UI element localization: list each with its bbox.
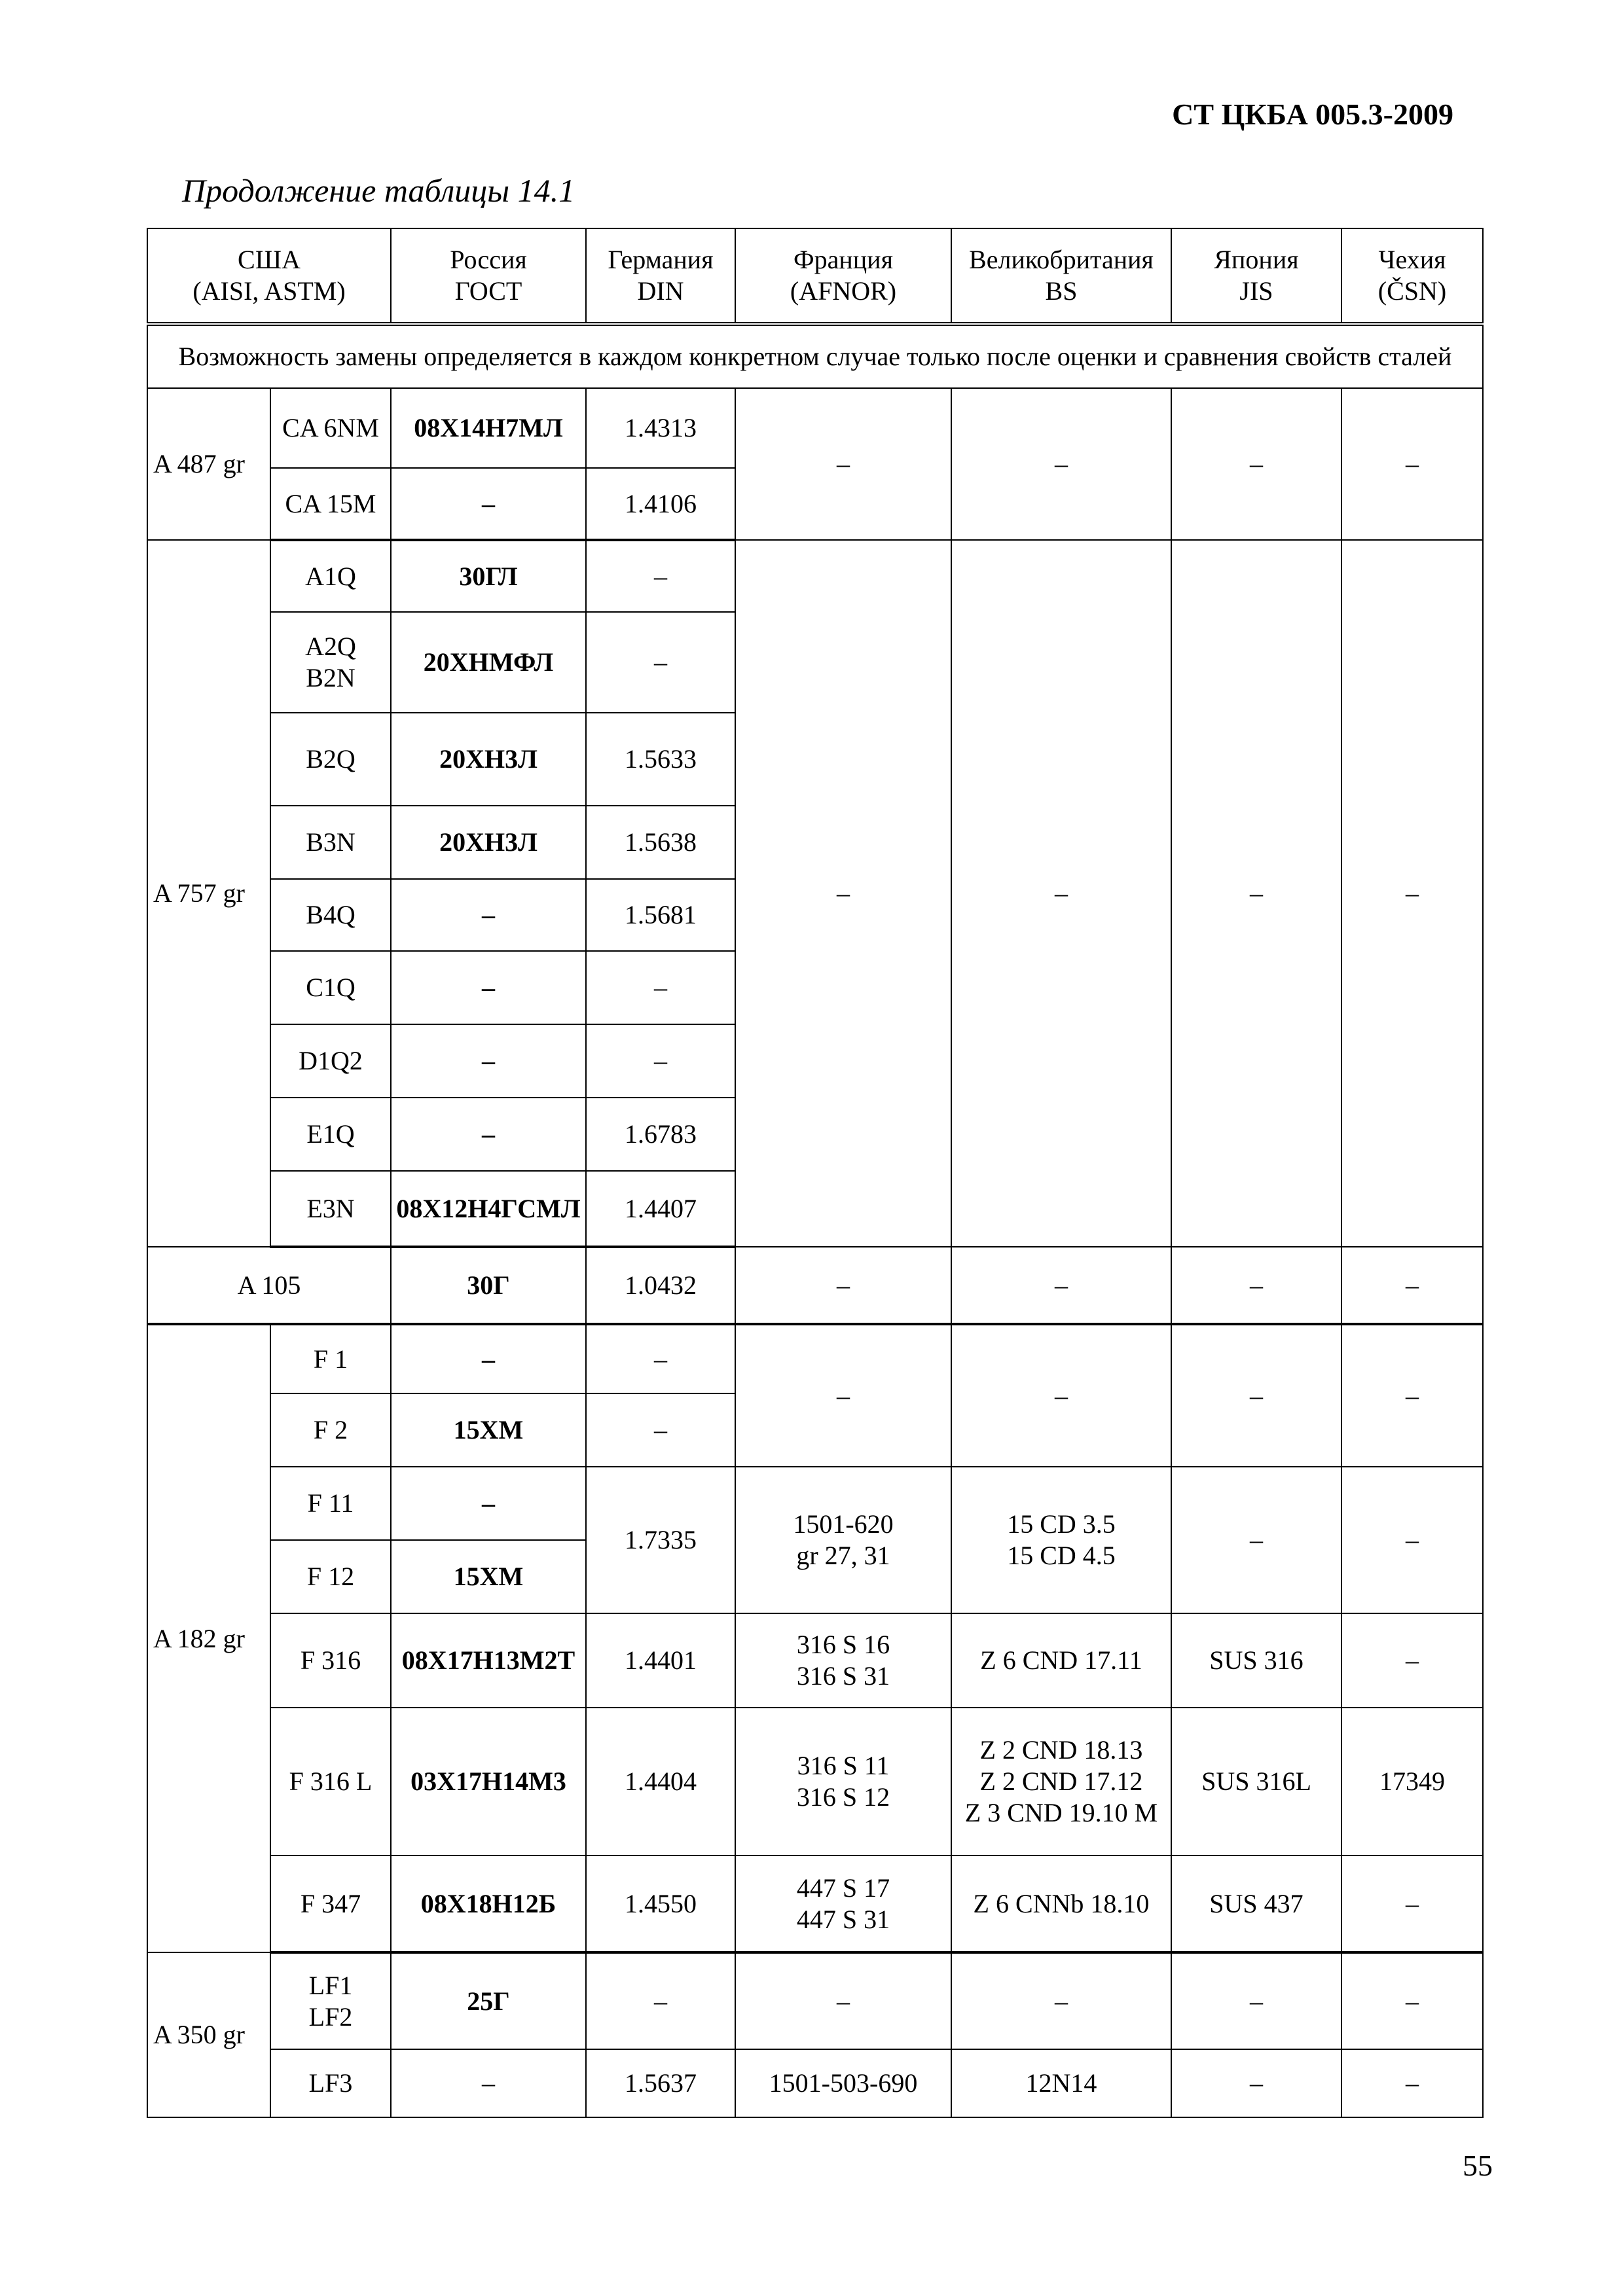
header-row bbox=[147, 228, 1483, 324]
note-text: Возможность замены определяется в каждом конкретном случае только после оценки и сравнения свойств сталей bbox=[147, 324, 1483, 388]
din-cell: – bbox=[586, 1952, 735, 2049]
bs-cell: 15 CD 3.5 15 CD 4.5 bbox=[951, 1467, 1171, 1613]
gost-cell: – bbox=[391, 1098, 586, 1171]
jis-cell: SUS 437 bbox=[1171, 1856, 1341, 1952]
din-cell: 1.5637 bbox=[586, 2049, 735, 2117]
gost-cell: 03Х17Н14М3 bbox=[391, 1708, 586, 1856]
din-cell: 1.4313 bbox=[586, 388, 735, 468]
usa-group-cell: A 487 gr bbox=[147, 388, 270, 540]
table-row bbox=[147, 1467, 1483, 1540]
afnor-cell: – bbox=[735, 540, 951, 1247]
jis-cell: – bbox=[1171, 388, 1341, 540]
jis-cell: – bbox=[1171, 1467, 1341, 1613]
gost-cell: 30ГЛ bbox=[391, 540, 586, 612]
csn-cell: – bbox=[1341, 1467, 1483, 1613]
afnor-cell: – bbox=[735, 1247, 951, 1324]
gost-cell: 08Х14Н7МЛ bbox=[391, 388, 586, 468]
afnor-cell: 447 S 17 447 S 31 bbox=[735, 1856, 951, 1952]
afnor-cell: 1501-503-690 bbox=[735, 2049, 951, 2117]
gost-cell: 25Г bbox=[391, 1952, 586, 2049]
jis-cell: – bbox=[1171, 2049, 1341, 2117]
jis-cell: – bbox=[1171, 1247, 1341, 1324]
gost-cell: 20ХН3Л bbox=[391, 713, 586, 806]
gost-cell: 20ХН3Л bbox=[391, 806, 586, 879]
grade-cell: F 316 bbox=[270, 1613, 391, 1708]
din-cell: 1.4401 bbox=[586, 1613, 735, 1708]
header-japan: Япония JIS bbox=[1171, 228, 1341, 324]
grade-cell: F 12 bbox=[270, 1540, 391, 1613]
din-cell: 1.4106 bbox=[586, 468, 735, 540]
afnor-cell: 316 S 16 316 S 31 bbox=[735, 1613, 951, 1708]
grade-cell: F 347 bbox=[270, 1856, 391, 1952]
grade-cell: CA 6NM bbox=[270, 388, 391, 468]
grade-cell: E3N bbox=[270, 1171, 391, 1247]
usa-group-cell: A 350 gr bbox=[147, 1952, 270, 2117]
table-row bbox=[147, 1324, 1483, 1393]
din-cell: – bbox=[586, 612, 735, 713]
grade-cell: F 1 bbox=[270, 1324, 391, 1393]
gost-cell: 08Х17Н13М2Т bbox=[391, 1613, 586, 1708]
din-cell: 1.4550 bbox=[586, 1856, 735, 1952]
gost-cell: – bbox=[391, 2049, 586, 2117]
gost-cell: – bbox=[391, 879, 586, 951]
table-row bbox=[147, 1952, 1483, 2049]
grade-cell: B4Q bbox=[270, 879, 391, 951]
note-row bbox=[147, 324, 1483, 388]
din-cell: 1.0432 bbox=[586, 1247, 735, 1324]
gost-cell: 15ХМ bbox=[391, 1540, 586, 1613]
table-row bbox=[147, 1613, 1483, 1708]
grade-cell: A1Q bbox=[270, 540, 391, 612]
bs-cell: Z 6 CND 17.11 bbox=[951, 1613, 1171, 1708]
din-cell: 1.7335 bbox=[586, 1467, 735, 1613]
bs-cell: – bbox=[951, 540, 1171, 1247]
csn-cell: – bbox=[1341, 540, 1483, 1247]
header-great-britain: Великобритания BS bbox=[951, 228, 1171, 324]
table-row bbox=[147, 1708, 1483, 1856]
gost-cell: 08Х18Н12Б bbox=[391, 1856, 586, 1952]
usa-group-cell: A 757 gr bbox=[147, 540, 270, 1247]
header-russia: Россия ГОСТ bbox=[391, 228, 586, 324]
bs-cell: – bbox=[951, 1247, 1171, 1324]
bs-cell: Z 2 CND 18.13 Z 2 CND 17.12 Z 3 CND 19.10 M bbox=[951, 1708, 1171, 1856]
din-cell: 1.6783 bbox=[586, 1098, 735, 1171]
din-cell: 1.5681 bbox=[586, 879, 735, 951]
din-cell: 1.5638 bbox=[586, 806, 735, 879]
din-cell: – bbox=[586, 1024, 735, 1098]
afnor-cell: – bbox=[735, 388, 951, 540]
grade-cell: CA 15M bbox=[270, 468, 391, 540]
bs-cell: – bbox=[951, 1324, 1171, 1467]
grade-cell: F 11 bbox=[270, 1467, 391, 1540]
bs-cell: – bbox=[951, 1952, 1171, 2049]
bs-cell: – bbox=[951, 388, 1171, 540]
din-cell: – bbox=[586, 951, 735, 1024]
gost-cell: 15ХМ bbox=[391, 1393, 586, 1467]
bs-cell: Z 6 CNNb 18.10 bbox=[951, 1856, 1171, 1952]
gost-cell: 30Г bbox=[391, 1247, 586, 1324]
table-row bbox=[147, 1247, 1483, 1324]
csn-cell: 17349 bbox=[1341, 1708, 1483, 1856]
header-germany: Германия DIN bbox=[586, 228, 735, 324]
gost-cell: – bbox=[391, 951, 586, 1024]
afnor-cell: – bbox=[735, 1324, 951, 1467]
gost-cell: – bbox=[391, 1024, 586, 1098]
grade-cell: A2Q B2N bbox=[270, 612, 391, 713]
steel-equivalents-table bbox=[147, 228, 1484, 2118]
grade-cell: B3N bbox=[270, 806, 391, 879]
document-code: СТ ЦКБА 005.3-2009 bbox=[1172, 98, 1453, 131]
grade-cell: E1Q bbox=[270, 1098, 391, 1171]
csn-cell: – bbox=[1341, 1324, 1483, 1467]
usa-group-cell: A 105 bbox=[147, 1247, 391, 1324]
grade-cell: F 316 L bbox=[270, 1708, 391, 1856]
din-cell: – bbox=[586, 540, 735, 612]
gost-cell: – bbox=[391, 1324, 586, 1393]
grade-cell: LF3 bbox=[270, 2049, 391, 2117]
table-row bbox=[147, 1856, 1483, 1952]
din-cell: 1.4407 bbox=[586, 1171, 735, 1247]
grade-cell: LF1 LF2 bbox=[270, 1952, 391, 2049]
din-cell: – bbox=[586, 1324, 735, 1393]
jis-cell: SUS 316 bbox=[1171, 1613, 1341, 1708]
table-caption: Продолжение таблицы 14.1 bbox=[182, 172, 575, 209]
bs-cell: 12N14 bbox=[951, 2049, 1171, 2117]
csn-cell: – bbox=[1341, 2049, 1483, 2117]
jis-cell: – bbox=[1171, 540, 1341, 1247]
usa-group-cell: A 182 gr bbox=[147, 1324, 270, 1952]
afnor-cell: 316 S 11 316 S 12 bbox=[735, 1708, 951, 1856]
jis-cell: – bbox=[1171, 1952, 1341, 2049]
header-usa: США (AISI, ASTM) bbox=[147, 228, 391, 324]
csn-cell: – bbox=[1341, 1952, 1483, 2049]
gost-cell: 20ХНМФЛ bbox=[391, 612, 586, 713]
page-number: 55 bbox=[1463, 2149, 1493, 2182]
grade-cell: C1Q bbox=[270, 951, 391, 1024]
din-cell: 1.4404 bbox=[586, 1708, 735, 1856]
din-cell: – bbox=[586, 1393, 735, 1467]
jis-cell: SUS 316L bbox=[1171, 1708, 1341, 1856]
table-row bbox=[147, 2049, 1483, 2117]
table-row bbox=[147, 388, 1483, 468]
csn-cell: – bbox=[1341, 1247, 1483, 1324]
csn-cell: – bbox=[1341, 388, 1483, 540]
gost-cell: 08Х12Н4ГСМЛ bbox=[391, 1171, 586, 1247]
din-cell: 1.5633 bbox=[586, 713, 735, 806]
grade-cell: D1Q2 bbox=[270, 1024, 391, 1098]
header-czechia: Чехия (ČSN) bbox=[1341, 228, 1483, 324]
afnor-cell: 1501-620 gr 27, 31 bbox=[735, 1467, 951, 1613]
gost-cell: – bbox=[391, 468, 586, 540]
grade-cell: F 2 bbox=[270, 1393, 391, 1467]
csn-cell: – bbox=[1341, 1856, 1483, 1952]
header-france: Франция (AFNOR) bbox=[735, 228, 951, 324]
jis-cell: – bbox=[1171, 1324, 1341, 1467]
csn-cell: – bbox=[1341, 1613, 1483, 1708]
grade-cell: B2Q bbox=[270, 713, 391, 806]
table-row bbox=[147, 540, 1483, 612]
afnor-cell: – bbox=[735, 1952, 951, 2049]
gost-cell: – bbox=[391, 1467, 586, 1540]
